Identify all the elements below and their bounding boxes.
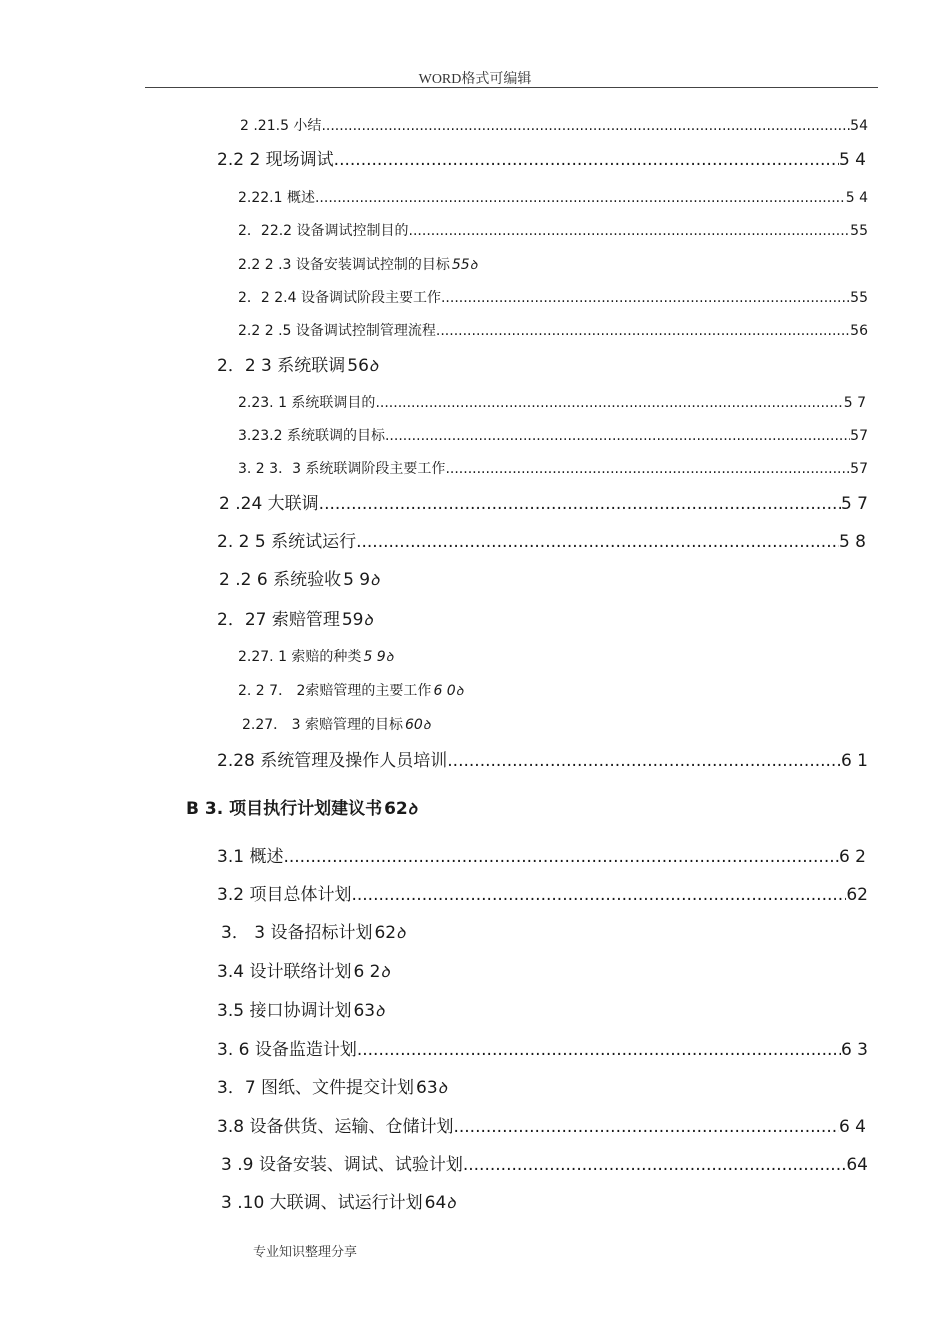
toc-entry-label: 2. 2 5 系统试运行 xyxy=(217,532,357,552)
toc-entry-page: 64 xyxy=(424,1193,447,1213)
toc-leader xyxy=(436,320,850,342)
paragraph-mark-icon: ꝺ xyxy=(469,257,478,272)
toc-entry-label: 2 .24 大联调 xyxy=(219,494,319,514)
toc-entry[interactable] xyxy=(238,646,868,668)
toc-entry-page: 56 xyxy=(347,356,369,376)
toc-entry[interactable] xyxy=(186,797,866,821)
toc-entry[interactable] xyxy=(238,392,866,414)
toc-entry-page: 59 xyxy=(341,610,364,630)
toc-entry-page: 6 2 xyxy=(838,847,866,867)
toc-entry-page: 5 9 xyxy=(343,570,371,590)
toc-entry-page: 6 1 xyxy=(840,751,868,771)
toc-leader xyxy=(445,458,850,480)
toc-entry-label: 3 .10 大联调、试运行计划 xyxy=(221,1193,423,1213)
page-footer-text: 专业知识整理分享 xyxy=(253,1244,358,1259)
toc-entry-page: 5 4 xyxy=(838,150,866,170)
toc-entry-label: 3. 2 3．3 系统联调阶段主要工作 xyxy=(238,461,446,477)
toc-entry[interactable] xyxy=(217,749,868,773)
toc-entry[interactable] xyxy=(238,187,868,209)
toc-entry-page: 60 xyxy=(404,717,423,733)
toc-entry-page: 62 xyxy=(374,923,397,943)
toc-leader xyxy=(283,845,839,869)
toc-leader xyxy=(334,148,839,172)
toc-entry[interactable] xyxy=(238,425,868,447)
paragraph-mark-icon: ꝺ xyxy=(375,1002,385,1020)
paragraph-mark-icon: ꝺ xyxy=(422,717,431,732)
toc-entry[interactable] xyxy=(221,1153,868,1177)
toc-entry[interactable] xyxy=(217,960,866,984)
toc-entry-label: 2.2 2 .5 设备调试控制管理流程 xyxy=(238,323,436,339)
toc-entry-label: 3.1 概述 xyxy=(217,847,284,867)
toc-entry-label: 2．2 3 系统联调 xyxy=(217,356,346,376)
toc-entry-page: 6 2 xyxy=(353,962,381,982)
toc-entry-page: 5 7 xyxy=(843,395,866,411)
toc-entry[interactable] xyxy=(217,1076,866,1100)
toc-leader xyxy=(385,425,850,447)
toc-entry-label: 2.28 系统管理及操作人员培训 xyxy=(217,751,448,771)
toc-leader xyxy=(447,749,841,773)
toc-entry-page: 5 4 xyxy=(845,190,868,206)
toc-entry-label: 2．2 2.4 设备调试阶段主要工作 xyxy=(238,290,441,306)
toc-entry[interactable] xyxy=(240,115,868,137)
paragraph-mark-icon: ꝺ xyxy=(396,924,406,942)
toc-leader xyxy=(441,287,850,309)
toc-entry[interactable] xyxy=(238,320,868,342)
toc-entry[interactable] xyxy=(217,530,866,554)
toc-entry-page: 55 xyxy=(850,223,868,239)
paragraph-mark-icon: ꝺ xyxy=(407,800,417,818)
header-divider xyxy=(145,87,878,88)
toc-entry-page: 5 7 xyxy=(840,494,868,514)
toc-entry-page: 54 xyxy=(850,118,868,134)
toc-leader xyxy=(409,220,851,242)
toc-leader xyxy=(463,1153,847,1177)
paragraph-mark-icon: ꝺ xyxy=(385,649,394,664)
toc-entry-page: 55 xyxy=(451,257,470,273)
toc-entry-label: 2.22.1 概述 xyxy=(238,190,315,206)
toc-leader xyxy=(319,492,841,516)
toc-entry[interactable] xyxy=(238,680,868,702)
toc-entry-label: 3．7 图纸、文件提交计划 xyxy=(217,1078,415,1098)
toc-entry[interactable] xyxy=(238,220,868,242)
toc-entry-label: 2 .2 6 系统验收 xyxy=(219,570,342,590)
toc-entry-label: 3.2 项目总体计划 xyxy=(217,885,352,905)
toc-entry[interactable] xyxy=(217,883,868,907)
toc-entry-page: 62 xyxy=(846,885,868,905)
toc-entry[interactable] xyxy=(238,254,868,276)
toc-entry-label: 3.8 设备供货、运输、仓储计划 xyxy=(217,1117,454,1137)
toc-entry-page: 64 xyxy=(846,1155,868,1175)
toc-entry-label: 2.27． 3 索赔管理的目标 xyxy=(242,717,403,733)
toc-entry-page: 56 xyxy=(850,323,868,339)
paragraph-mark-icon: ꝺ xyxy=(363,611,373,629)
toc-entry-label: 3.4 设计联络计划 xyxy=(217,962,352,982)
paragraph-mark-icon: ꝺ xyxy=(455,683,464,698)
toc-entry-label: 2.27. 1 索赔的种类 xyxy=(238,649,362,665)
toc-entry-page: 5 8 xyxy=(838,532,866,552)
paragraph-mark-icon: ꝺ xyxy=(368,357,379,375)
toc-entry-page: 62 xyxy=(384,799,408,819)
toc-entry[interactable] xyxy=(217,845,866,869)
toc-entry-page: 6 3 xyxy=(840,1040,868,1060)
toc-entry-label: 2．22.2 设备调试控制目的 xyxy=(238,223,409,239)
toc-entry-label: 3. 6 设备监造计划 xyxy=(217,1040,357,1060)
toc-leader xyxy=(351,883,846,907)
toc-entry-label: 2.2 2 现场调试 xyxy=(217,150,334,170)
toc-entry-label: 3 .9 设备安装、调试、试验计划 xyxy=(221,1155,463,1175)
toc-entry-label: B 3. 项目执行计划建议书 xyxy=(186,799,383,819)
toc-entry[interactable] xyxy=(217,1115,866,1139)
toc-entry[interactable] xyxy=(217,999,866,1023)
toc-entry-page: 55 xyxy=(850,290,868,306)
toc-entry[interactable] xyxy=(221,1191,866,1215)
toc-entry-label: 2. 2 7． 2索赔管理的主要工作 xyxy=(238,683,432,699)
toc-entry-label: 2.23. 1 系统联调目的 xyxy=(238,395,376,411)
paragraph-mark-icon: ꝺ xyxy=(437,1079,447,1097)
toc-entry[interactable] xyxy=(217,608,866,632)
toc-entry-page: 6 4 xyxy=(838,1117,866,1137)
toc-entry[interactable] xyxy=(242,714,868,736)
toc-entry-page: 57 xyxy=(850,461,868,477)
toc-entry-page: 63 xyxy=(353,1001,376,1021)
toc-entry[interactable] xyxy=(238,458,868,480)
toc-entry-label: 2．27 索赔管理 xyxy=(217,610,340,630)
toc-entry-label: 2 .21.5 小结 xyxy=(240,118,322,134)
toc-entry[interactable] xyxy=(219,568,868,592)
toc-entry-page: 5 9 xyxy=(363,649,386,665)
toc-leader xyxy=(453,1115,839,1139)
toc-entry[interactable] xyxy=(217,1038,868,1062)
toc-entry-label: 3.23.2 系统联调的目标 xyxy=(238,428,385,444)
paragraph-mark-icon: ꝺ xyxy=(446,1194,456,1212)
page-header-title: WORD格式可编辑 xyxy=(418,72,532,87)
toc-entry[interactable] xyxy=(217,354,866,378)
paragraph-mark-icon: ꝺ xyxy=(370,571,380,589)
toc-leader xyxy=(315,187,846,209)
toc-leader xyxy=(375,392,843,414)
toc-leader xyxy=(356,530,839,554)
toc-entry-page: 57 xyxy=(850,428,868,444)
toc-entry[interactable] xyxy=(219,492,868,516)
toc-entry[interactable] xyxy=(238,287,868,309)
toc-entry-label: 3． 3 设备招标计划 xyxy=(221,923,373,943)
paragraph-mark-icon: ꝺ xyxy=(380,963,390,981)
toc-entry-page: 6 0 xyxy=(433,683,456,699)
toc-entry[interactable] xyxy=(221,921,866,945)
toc-entry-label: 2.2 2 .3 设备安装调试控制的目标 xyxy=(238,257,450,273)
toc-leader xyxy=(357,1038,841,1062)
toc-entry[interactable] xyxy=(217,148,866,172)
toc-entry-page: 63 xyxy=(416,1078,438,1098)
toc-leader xyxy=(321,115,850,137)
toc-entry-label: 3.5 接口协调计划 xyxy=(217,1001,352,1021)
